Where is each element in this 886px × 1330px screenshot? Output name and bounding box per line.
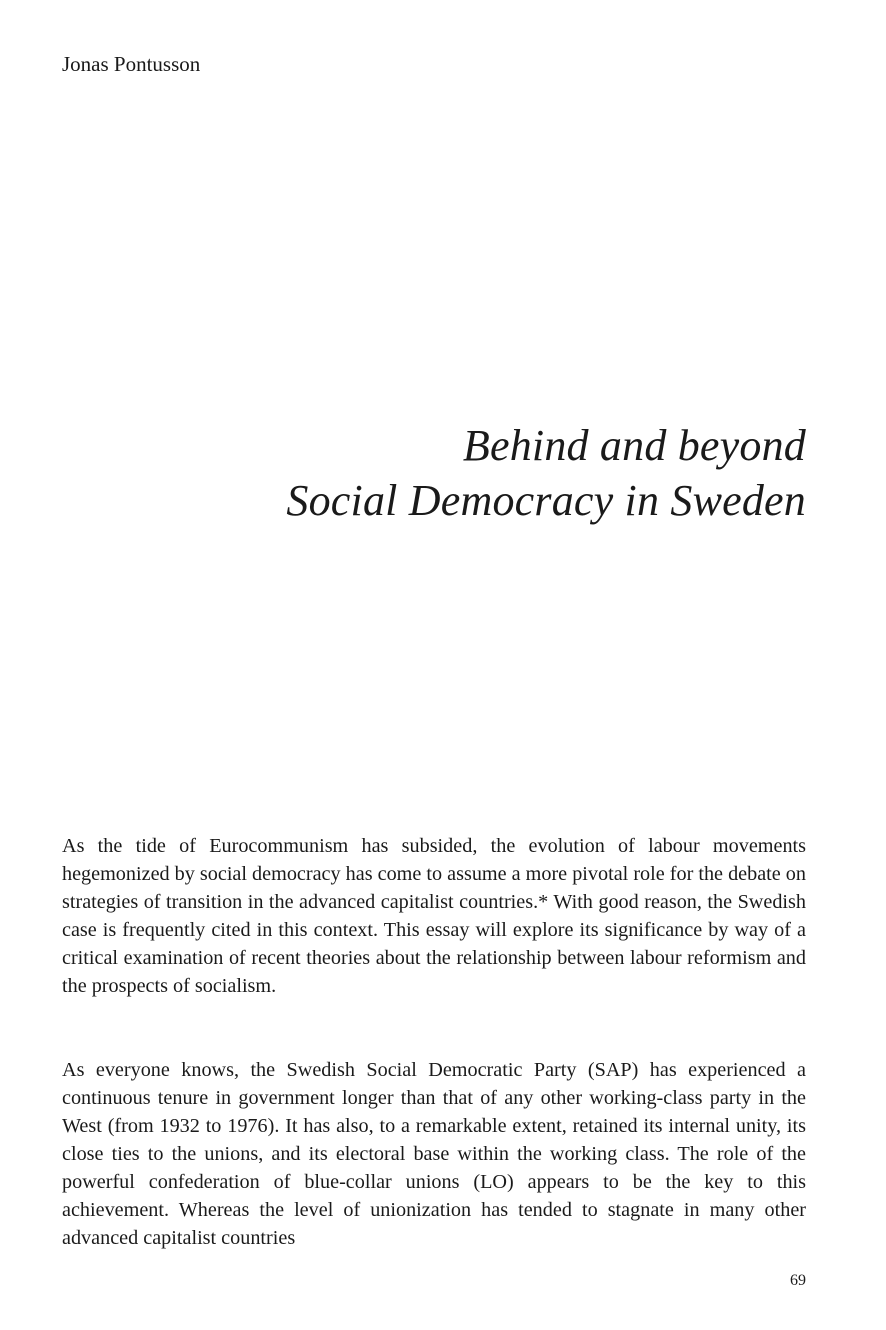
chapter-title-line-1: Behind and beyond: [462, 421, 806, 470]
page-number: 69: [790, 1272, 806, 1289]
chapter-title-line-2: Social Democracy in Sweden: [286, 476, 806, 525]
body-paragraph-1: As the tide of Eurocommunism has subsided, the evolution of labour movements hegemonized by social democracy has come to assume a more pivotal role for the debate on strategies of transition in the advanced capitalist countries.* With good reason, the Swedish case is frequently cited in this context. This essay will explore its significance by way of a critical examination of recent theories about the relationship between labour reformism and the prospects of socialism.: [62, 835, 806, 997]
body-paragraph-2: As everyone knows, the Swedish Social Democratic Party (SAP) has experienced a continuous tenure in government longer than that of any other working-class party in the West (from 1932 to 1976). It has also, to a remarkable extent, retained its internal unity, its close ties to the unions, and its electoral base within the working class. The role of the powerful confederation of blue-collar unions (LO) appears to be the key to this achievement. Whereas the level of unionization has tended to stagnate in many other advanced capitalist countries: [62, 1059, 806, 1249]
author-name: Jonas Pontusson: [62, 52, 201, 76]
chapter-title: [286, 418, 806, 528]
